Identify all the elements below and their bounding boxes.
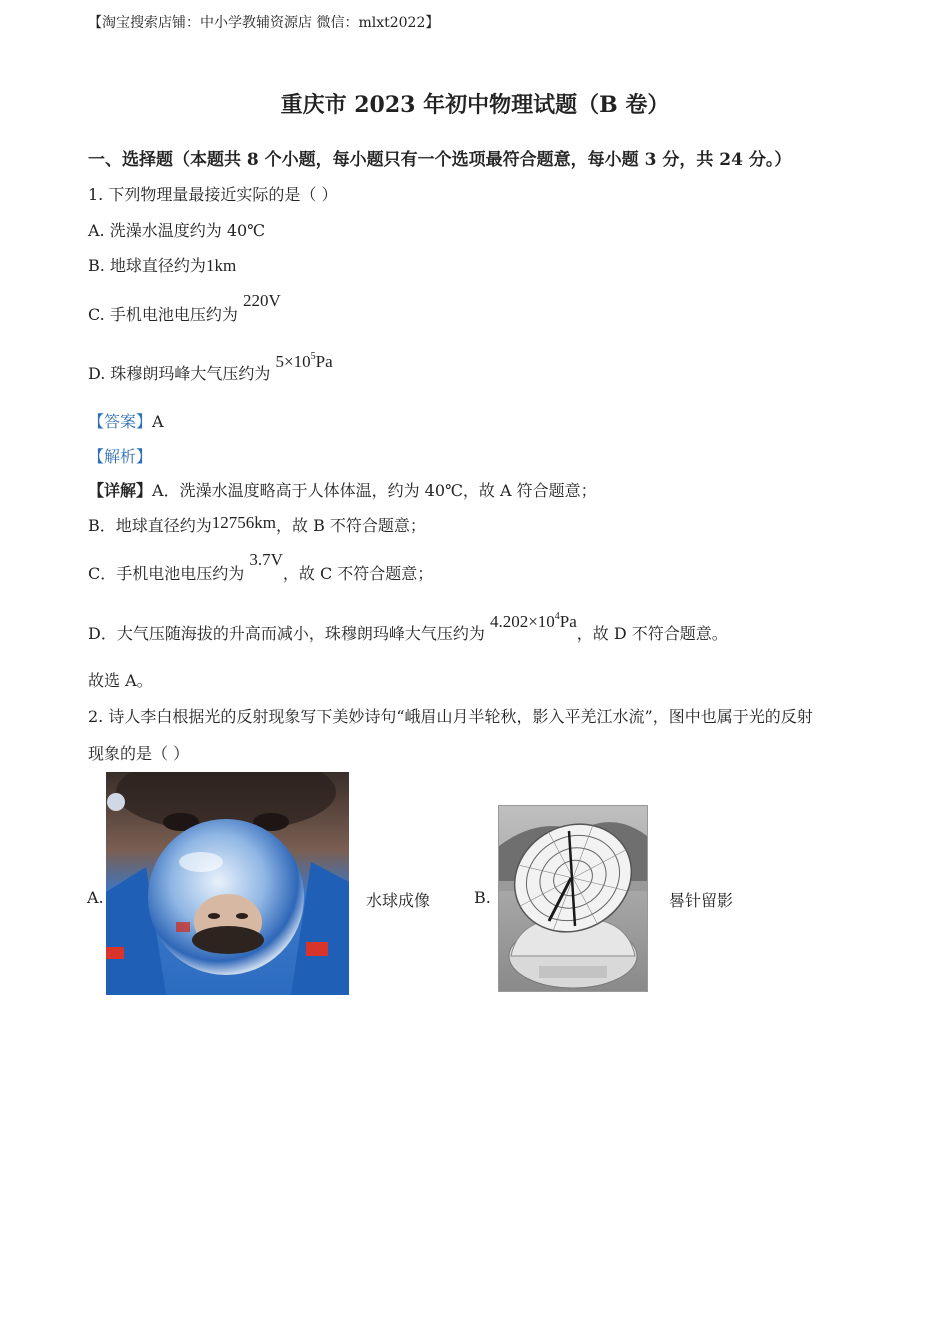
q2-option-a-label: A. (87, 888, 104, 907)
q2-option-b-label: B. (474, 888, 491, 907)
analysis-d-base: 4.202×10 (489, 612, 555, 631)
q1-option-b-value: 1km (205, 256, 237, 275)
q1-option-d-text: D. 珠穆朗玛峰大气压约为 (88, 364, 271, 383)
q2-option-a-caption: 水球成像 (366, 891, 431, 910)
analysis-d-unit: Pa (559, 612, 577, 631)
analysis-d-exp: 4 (554, 611, 560, 622)
q1-option-c (88, 291, 281, 325)
q1-option-d-unit: Pa (315, 352, 333, 371)
q1-option-d (88, 351, 333, 384)
q1-option-a: A. 洗澡水温度约为 40℃ (88, 221, 266, 240)
analysis-d (88, 611, 728, 644)
answer-value: A (152, 412, 164, 431)
detail-label: 【详解】 (88, 481, 153, 500)
analysis-b-suffix: ，故 B 不符合题意； (276, 516, 426, 535)
page-title: 重庆市 2023 年初中物理试题（B 卷） (280, 92, 670, 118)
q1-option-b (88, 253, 236, 276)
q1-option-c-value: 220V (242, 291, 281, 310)
q1-option-c-text: C. 手机电池电压约为 (88, 305, 238, 324)
header-note: 【淘宝搜索店铺：中小学教辅资源店 微信：mlxt2022】 (88, 15, 440, 31)
analysis-d-math (490, 612, 577, 631)
q1-option-d-base: 5×10 (275, 352, 311, 371)
q1-option-d-math (276, 352, 333, 371)
analysis-conclusion: 故选 A。 (88, 671, 153, 690)
analysis-b-prefix: B．地球直径约为 (88, 516, 212, 535)
answer-label: 【答案】 (88, 412, 153, 431)
analysis-c-suffix: ，故 C 不符合题意； (282, 564, 434, 583)
analysis-label: 【解析】 (88, 447, 153, 466)
q1-option-d-exp: 5 (310, 351, 316, 362)
analysis-c-prefix: C．手机电池电压约为 (88, 564, 245, 583)
analysis-d-suffix: ，故 D 不符合题意。 (576, 624, 728, 643)
q1-stem: 1. 下列物理量最接近实际的是（ ） (88, 185, 338, 204)
answer-line (88, 409, 164, 432)
analysis-c (88, 550, 434, 584)
section-heading: 一、选择题（本题共 8 个小题，每小题只有一个选项最符合题意，每小题 3 分，共 24 分。） (88, 150, 792, 170)
q2-stem-line1: 2. 诗人李白根据光的反射现象写下美妙诗句“峨眉山月半轮秋，影入平羌江水流”，图中也属于光的反射 (88, 707, 813, 726)
sundial-photo (498, 805, 648, 992)
analysis-detail-a (88, 478, 597, 501)
sundial-illustration (499, 806, 647, 991)
analysis-c-value: 3.7V (249, 550, 283, 569)
detail-a-text: A．洗澡水温度略高于人体体温，约为 40℃，故 A 符合题意； (152, 481, 597, 500)
q2-option-b-caption: 晷针留影 (669, 891, 734, 910)
analysis-d-prefix: D．大气压随海拔的升高而减小，珠穆朗玛峰大气压约为 (88, 624, 485, 643)
water-sphere-illustration (106, 772, 349, 995)
water-sphere-photo (106, 772, 349, 995)
q1-option-b-text: B. 地球直径约为 (88, 256, 206, 275)
analysis-b (88, 513, 426, 536)
q2-stem-line2: 现象的是（ ） (88, 744, 190, 763)
analysis-b-value: 12756km (211, 513, 276, 532)
